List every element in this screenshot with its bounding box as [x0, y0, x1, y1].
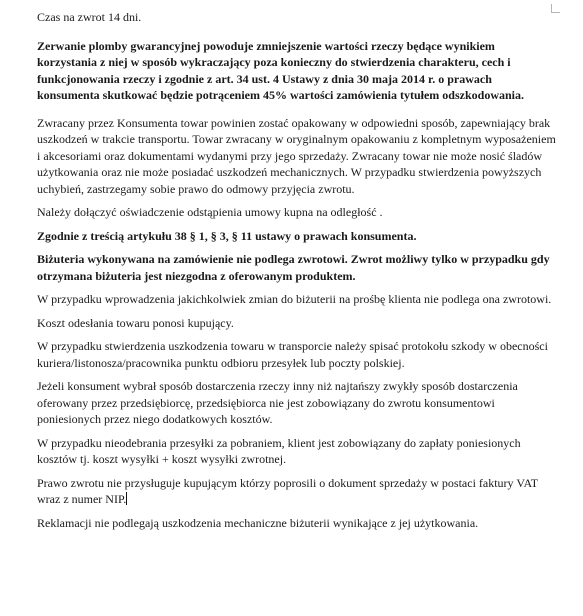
document-body[interactable]: [37, 9, 557, 531]
paragraph-transport-damage: W przypadku stwierdzenia uszkodzenia towaru w transporcie należy spisać protokołu szkody w obecności kuriera/listonosza/pracownika punktu odbioru przesyłek lub poczty polskiej.: [37, 339, 548, 370]
paragraph-mechanical-damage: Reklamacji nie podlegają uszkodzenia mechaniczne biżuterii wynikające z jej użytkowania.: [37, 515, 479, 530]
paragraph-cod-uncollected: W przypadku nieodebrania przesyłki za pobraniem, klient jest zobowiązany do zapłaty poniesionych kosztów tj. koszt wysyłki + koszt wysyłki zwrotnej.: [37, 435, 521, 466]
paragraph-vat-invoice: [37, 475, 557, 508]
paragraph-return-cost: Koszt odesłania towaru ponosi kupujący.: [37, 315, 234, 330]
paragraph-custom-jewelry: Biżuteria wykonywana na zamówienie nie podlega zwrotowi. Zwrot możliwy tylko w przypadku gdy otrzymana biżuteria jest niezgodna z oferowanym produktem.: [37, 252, 550, 283]
paragraph-withdrawal-statement: Należy dołączyć oświadczenie odstąpienia umowy kupna na odległość .: [37, 205, 383, 219]
paragraph-jewelry-changes: W przypadku wprowadzenia jakichkolwiek zmian do biżuterii na prośbę klienta nie podlega ona zwrotowi.: [37, 292, 552, 306]
paragraph-article-38: Zgodnie z treścią artykułu 38 § 1, § 3, § 11 ustawy o prawach konsumenta.: [37, 228, 417, 243]
paragraph-return-period: Czas na zwrot 14 dni.: [37, 10, 142, 24]
paragraph-packaging: Zwracany przez Konsumenta towar powinien zostać opakowany w odpowiedni sposób, zapewniający brak uszkodzeń w trakcie transportu. Towar zwracany w oryginalnym opakowaniu z kompletnym wyposażeniem i akcesoriami oraz dokumentami wydanymi przy jego sprzedaży. Zwracany towar nie może nosić śladów użytkowania oraz nie może posiadać uszkodzeń mechanicznych. W przypadku stwierdzenia powyższych uchybień, zastrzegamy sobie prawo do odmowy przyjęcia zwrotu.: [37, 115, 556, 196]
text-cursor: [126, 492, 127, 505]
paragraph-warranty-seal: Zerwanie plomby gwarancyjnej powoduje zmniejszenie wartości rzeczy będące wynikiem korzystania z niej w sposób wykraczający poza konieczny do stwierdzenia charakteru, cech i funkcjonowania rzeczy i zgodnie z art. 34 ust. 4 Ustawy z dnia 30 maja 2014 r. o prawach konsumenta skutkować będzie potrąceniem 45% wartości zamówienia tytułem odszkodowania.: [37, 38, 524, 102]
paragraph-delivery-method: Jeżeli konsument wybrał sposób dostarczenia rzeczy inny niż najtańszy zwykły sposób dostarczenia oferowany przez przedsiębiorcę, przedsiębiorca nie jest zobowiązany do zwrotu konsumentowi poniesionych przez niego dodatkowych kosztów.: [37, 379, 518, 426]
paragraph-vat-invoice-text: Prawo zwrotu nie przysługuje kupującym którzy poprosili o dokument sprzedaży w postaci faktury VAT wraz z numer NIP.: [37, 475, 538, 506]
